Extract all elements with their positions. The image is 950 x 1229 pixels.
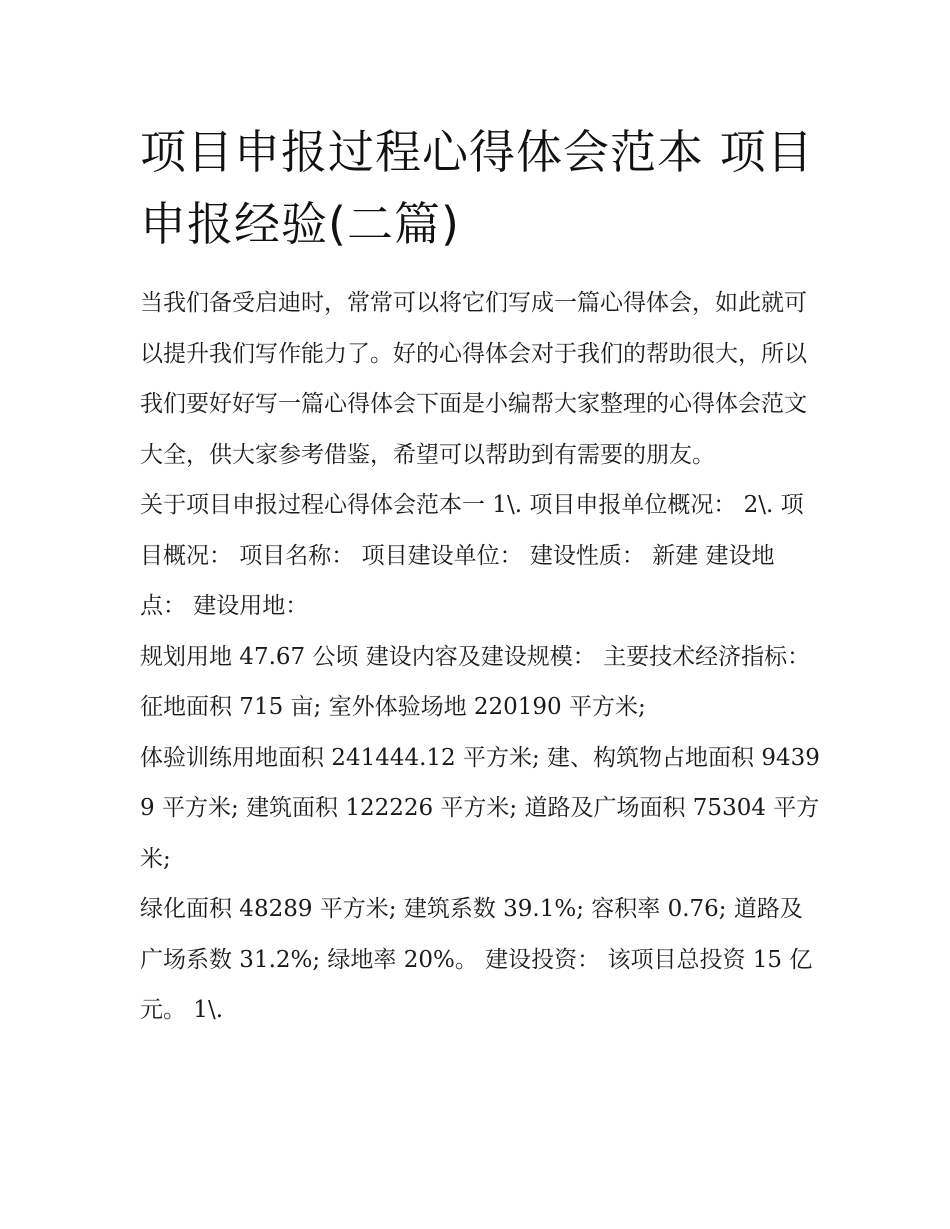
paragraph-land-use: 规划用地 47.67 公顷 建设内容及建设规模： 主要技术经济指标： 征地面积 715 亩; 室外体验场地 220190 平方米; bbox=[140, 643, 811, 720]
paragraph-investment: 绿化面积 48289 平方米; 建筑系数 39.1%; 容积率 0.76; 道路及广场系数 31.2%; 绿地率 20%。 建设投资： 该项目总投资 15 亿元。 1\. bbox=[140, 896, 813, 1023]
paragraph-building-area: 体验训练用地面积 241444.12 平方米; 建、构筑物占地面积 94399 平方米; 建筑面积 122226 平方米; 道路及广场面积 75304 平方米; bbox=[140, 744, 820, 872]
document-body bbox=[140, 278, 820, 1036]
document-title: 项目申报过程心得体会范本 项目申报经验(二篇) bbox=[140, 125, 814, 251]
paragraph-project-overview: 关于项目申报过程心得体会范本一 1\. 项目申报单位概况： 2\. 项目概况： 项目名称： 项目建设单位： 建设性质： 新建 建设地点： 建设用地： bbox=[140, 492, 804, 619]
paragraph-intro: 当我们备受启迪时，常常可以将它们写成一篇心得体会，如此就可以提升我们写作能力了。好的心得体会对于我们的帮助很大，所以我们要好好写一篇心得体会下面是小编帮大家整理的心得体会范文大全，供大家参考借鉴，希望可以帮助到有需要的朋友。 bbox=[140, 290, 807, 468]
